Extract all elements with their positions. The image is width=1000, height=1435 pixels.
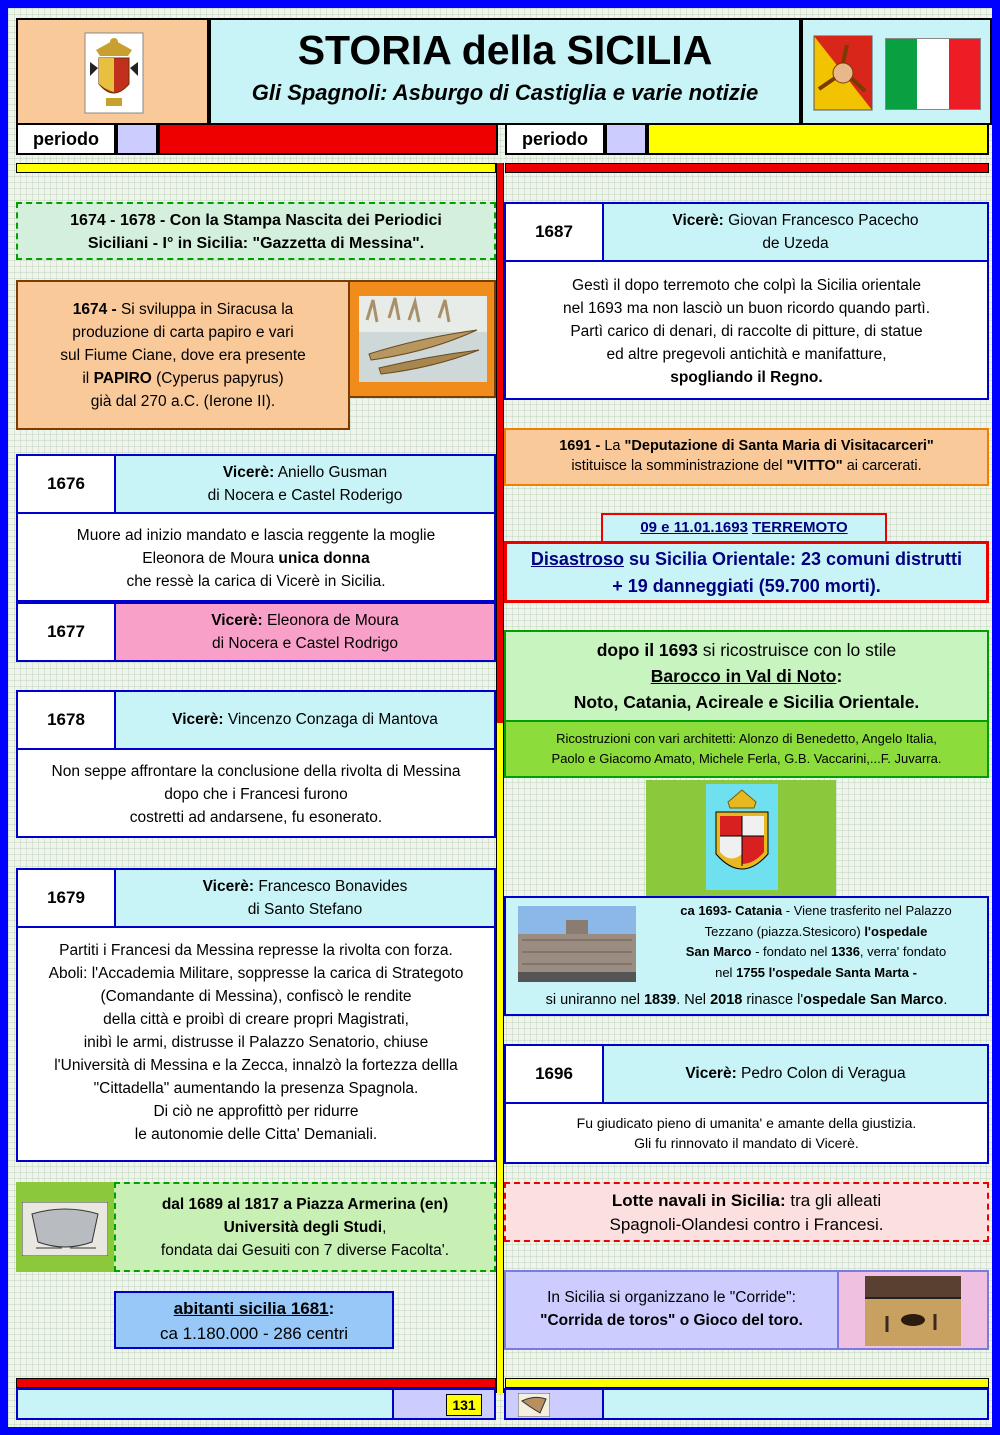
stampa-line1: 1674 - 1678 - Con la Stampa Nascita dei Periodici [70, 212, 442, 229]
barocco-l1 [506, 637, 987, 663]
catania-l3d: , verra' fondato [859, 944, 947, 959]
vicere-1676-desc [16, 512, 496, 602]
vicere-1679-name2: di Santo Stefano [247, 901, 363, 918]
v1679-d1: Partiti i Francesi da Messina represse la rivolta con forza. [59, 942, 453, 959]
v1676-d1: Muore ad inizio mandato e lascia reggente la moglie [76, 527, 436, 544]
top-bar-left [16, 163, 496, 173]
v1687-d3: Partì carico di denari, di raccolte di pitture, di statue [570, 323, 923, 340]
v1687-d5: spogliando il Regno. [670, 369, 823, 386]
vicere-1679-line1 [116, 875, 494, 898]
papiro-year: 1674 - [72, 301, 117, 318]
v1676-d2 [18, 547, 494, 570]
catania-l5g: . [943, 992, 948, 1008]
catania-l5a: si uniranno nel [545, 992, 644, 1008]
v1676-d2b: unica donna [278, 550, 370, 567]
barocco-l3: Noto, Catania, Acireale e Sicilia Orientale. [573, 692, 920, 712]
v1696-d2: Gli fu rinnovato il mandato di Vicerè. [634, 1135, 859, 1151]
catania-l4b: 1755 l'ospedale Santa Marta - [736, 964, 917, 980]
terremoto-l2: + 19 danneggiati (59.700 morti). [612, 576, 881, 596]
periodo-left-spacer [116, 123, 158, 155]
vicere-1687-name1: Giovan Francesco Pacecho [723, 212, 919, 229]
piazza-l1: dal 1689 al 1817 a Piazza Armerina (en) [161, 1196, 449, 1213]
palazzo-tezzano-image [518, 906, 636, 982]
footer-left-cell [16, 1388, 394, 1420]
v1679-d7: "Cittadella" aumentando la presenza Spagnola. [93, 1080, 419, 1097]
abitanti-l2: ca 1.180.000 - 286 centri [159, 1324, 349, 1343]
v1676-d2a: Eleonora de Moura [142, 550, 279, 567]
vicere-1687-line1 [604, 209, 987, 232]
v1687-d2: nel 1693 ma non lasciò un buon ricordo quando partì. [562, 300, 931, 317]
piazza-box [114, 1182, 496, 1272]
barocco-l1a: dopo il 1693 [596, 640, 698, 660]
papiro-image-frame [345, 280, 496, 398]
vicere-1678-desc [16, 748, 496, 838]
header-left-panel [16, 18, 209, 125]
papiro-l4b: PAPIRO [93, 370, 152, 387]
corride-box [504, 1270, 839, 1350]
barocco-l2a: Barocco in Val di Noto [650, 666, 837, 686]
v1679-d4: della città e proibì di creare propri Magistrati, [103, 1011, 409, 1028]
sicily-flag-icon [813, 35, 873, 111]
year-1676: 1676 [16, 454, 116, 514]
terremoto-tag [601, 513, 887, 543]
v1679-d8: Di ciò ne approfittò per ridurre [153, 1103, 359, 1120]
catania-l3a: San Marco [685, 944, 752, 959]
footer-right-cell [602, 1388, 989, 1420]
v1679-d3: (Comandante di Messina), confiscò le rendite [100, 988, 412, 1005]
divider-red [496, 163, 504, 723]
vicere-1687-desc [504, 260, 989, 400]
vicere-1678-box [114, 690, 496, 750]
barocco-l1b: si ricostruisce con lo stile [697, 640, 897, 660]
catania-l1b: - Viene trasferito nel Palazzo [782, 903, 952, 918]
abitanti-l1 [116, 1296, 392, 1321]
vicere-1687-box [602, 202, 989, 262]
abitanti-colon: : [328, 1299, 335, 1318]
catania-l1 [646, 901, 986, 922]
spain-coat-of-arms-icon [706, 784, 778, 890]
coat-of-arms-icon [84, 32, 144, 114]
university-document-image [22, 1202, 108, 1256]
bottom-bar-right [505, 1378, 989, 1388]
architetti-l1: Ricostruzioni con vari architetti: Alonzo di Benedetto, Angelo Italia, [556, 731, 937, 746]
vicere-1679-name1: Francesco Bonavides [254, 878, 408, 895]
v1696-d1: Fu giudicato pieno di umanita' e amante della giustizia. [576, 1115, 917, 1131]
v1679-d2: Aboli: l'Accademia Militare, soppresse la carica di Strategoto [48, 965, 464, 982]
stampa-box [16, 202, 496, 260]
piazza-image-frame [16, 1182, 114, 1272]
terremoto-l1b: su Sicilia Orientale: 23 comuni distrutti [623, 549, 963, 569]
vicere-1687-name2: de Uzeda [762, 235, 829, 252]
year-1687: 1687 [504, 202, 604, 262]
papyrus-boat-image [359, 296, 487, 382]
catania-l3c: 1336 [831, 944, 860, 959]
catania-l5e: rinasce l' [742, 992, 804, 1008]
visita-l2b: "VITTO" [786, 458, 843, 474]
papiro-line4 [18, 367, 348, 390]
page-title: STORIA della SICILIA [297, 27, 713, 73]
abitanti-title: abitanti sicilia 1681 [173, 1299, 329, 1318]
italy-flag-icon [885, 38, 981, 110]
papiro-box [16, 280, 350, 430]
papiro-l2: produzione di carta papiro e vari [72, 324, 294, 341]
spain-arms-panel [646, 780, 836, 896]
v1687-d1: Gestì il dopo terremoto che colpì la Sicilia orientale [572, 277, 921, 294]
year-1677: 1677 [16, 602, 116, 662]
catania-l2 [646, 922, 986, 943]
vicere-1696-box [602, 1044, 989, 1104]
periodo-right-label: periodo [505, 123, 605, 155]
catania-l3 [646, 942, 986, 963]
v1678-d3: costretti ad andarsene, fu esonerato. [129, 809, 383, 826]
vicere-1679-box [114, 868, 496, 928]
year-1679: 1679 [16, 868, 116, 928]
vicere-1677-name1: Eleonora de Moura [262, 612, 399, 629]
corride-image-frame [837, 1270, 989, 1350]
year-1696: 1696 [504, 1044, 604, 1104]
lotte-l2: Spagnoli-Olandesi contro i Francesi. [609, 1215, 884, 1234]
v1678-d2: dopo che i Francesi furono [164, 786, 348, 803]
piazza-l2a: Università degli Studi [223, 1219, 383, 1236]
corride-l2a: "Corrida de toros" [540, 1312, 676, 1329]
papiro-l5: già dal 270 a.C. (Ierone II). [90, 393, 276, 410]
vicere-1677-name2: di Nocera e Castel Rodrigo [211, 635, 399, 652]
v1676-d3: che ressè la carica di Vicerè in Sicilia. [126, 573, 386, 590]
vicere-1677-line1 [116, 609, 494, 632]
lotte-box [504, 1182, 989, 1242]
catania-l4 [646, 963, 986, 984]
catania-l3b: - fondato nel [751, 944, 831, 959]
header-right-panel [801, 18, 992, 125]
terremoto-label: TERREMOTO [752, 519, 848, 536]
piazza-l2b: , [382, 1219, 387, 1236]
abitanti-box [114, 1291, 394, 1349]
catania-l5b: 1839 [643, 992, 677, 1008]
vicere-1676-label: Vicerè: [222, 464, 275, 481]
v1679-d6: l'Università di Messina e la Zecca, innalzò la fortezza dellla [54, 1057, 458, 1074]
architetti-box [504, 720, 989, 778]
visita-l1a: 1691 - [559, 438, 601, 454]
corride-l2b: o Gioco del toro. [675, 1312, 803, 1329]
catania-l5c: . Nel [676, 992, 711, 1008]
catania-l2a: Tezzano (piazza.Stesicoro) [704, 923, 865, 939]
page-frame [8, 8, 992, 1427]
terremoto-disastroso: Disastroso [530, 549, 624, 569]
vicere-1677-label: Vicerè: [211, 612, 263, 629]
terremoto-l1 [507, 546, 986, 573]
vicere-1678-label: Vicerè: [172, 711, 224, 728]
papiro-l4c: (Cyperus papyrus) [151, 370, 284, 387]
periodo-left-label: periodo [16, 123, 116, 155]
barocco-l2b: : [836, 666, 843, 686]
visita-l1 [506, 436, 987, 456]
vicere-1676-line1 [116, 461, 494, 484]
barocco-box [504, 630, 989, 722]
papiro-line1 [18, 298, 348, 321]
stampa-line2: Siciliani - I° in Sicilia: "Gazzetta di Messina". [87, 235, 425, 252]
page-number: 131 [446, 1394, 482, 1416]
lotte-l1b: tra gli alleati [785, 1191, 882, 1210]
visita-l2c: ai carcerati. [842, 458, 922, 474]
piazza-l3: fondata dai Gesuiti con 7 diverse Facolta'. [160, 1242, 450, 1259]
vicere-1678-name1: Vincenzo Conzaga di Mantova [223, 711, 438, 728]
header-title-panel [209, 18, 801, 125]
terremoto-date: 09 e 11.01.1693 [640, 519, 748, 536]
vicere-1696-label: Vicerè: [685, 1065, 737, 1082]
piazza-l2 [116, 1216, 494, 1239]
sicily-map-icon [518, 1393, 550, 1417]
bottom-bar-left [16, 1378, 496, 1388]
visita-l1b: La [600, 438, 625, 454]
footer-icon-cell [504, 1388, 604, 1420]
papiro-l3: sul Fiume Ciane, dove era presente [60, 347, 306, 364]
periodo-right-spacer [605, 123, 647, 155]
visita-l2 [506, 456, 987, 476]
vicere-1696-name1: Pedro Colon di Veragua [736, 1065, 906, 1082]
page-subtitle: Gli Spagnoli: Asburgo di Castiglia e varie notizie [251, 80, 759, 105]
corride-l2 [506, 1309, 837, 1332]
terremoto-box [504, 541, 989, 603]
v1687-d4: ed altre pregevoli antichità e manifatture, [606, 346, 887, 363]
catania-l5d: 2018 [710, 992, 743, 1008]
vicere-1676-name1: Aniello Gusman [274, 464, 388, 481]
vicere-1687-label: Vicerè: [672, 212, 724, 229]
catania-l5 [506, 990, 987, 1010]
vicere-1677-box [114, 602, 496, 662]
periodo-right-bar [647, 123, 989, 155]
vicere-1696-desc [504, 1102, 989, 1164]
vicere-1676-box [114, 454, 496, 514]
lotte-l1a: Lotte navali in Sicilia: [611, 1191, 786, 1210]
v1678-d1: Non seppe affrontare la conclusione della rivolta di Messina [51, 763, 461, 780]
v1679-d5: inibì le armi, distrusse il Palazzo Senatorio, chiuse [83, 1034, 429, 1051]
visita-l2a: istituisce la somministrazione del [571, 458, 787, 474]
vicere-1679-label: Vicerè: [202, 878, 255, 895]
divider-yellow [496, 723, 504, 1393]
lotte-l1 [506, 1189, 987, 1213]
catania-l2b: l'ospedale [864, 923, 928, 939]
visita-l1c: "Deputazione di Santa Maria di Visitacarceri" [624, 438, 934, 454]
catania-l1a: ca 1693- Catania [680, 903, 783, 918]
corride-l1: In Sicilia si organizzano le "Corride": [547, 1289, 796, 1306]
top-bar-right [505, 163, 989, 173]
catania-box [504, 896, 989, 1016]
catania-l4a: nel [715, 964, 737, 980]
footer-page-cell [392, 1388, 496, 1420]
architetti-l2: Paolo e Giacomo Amato, Michele Ferla, G.B. Vaccarini,...F. Juvarra. [551, 751, 942, 766]
visitacarceri-box [504, 428, 989, 486]
catania-l5f: ospedale San Marco [803, 992, 944, 1008]
papiro-l1: Si sviluppa in Siracusa la [116, 301, 294, 318]
year-1678: 1678 [16, 690, 116, 750]
periodo-left-bar [158, 123, 498, 155]
barocco-l2 [506, 663, 987, 689]
papiro-l4a: il [82, 370, 94, 387]
v1679-d9: le autonomie delle Citta' Demaniali. [134, 1126, 378, 1143]
bullfight-image [865, 1276, 961, 1346]
vicere-1679-desc [16, 926, 496, 1162]
catania-text [646, 901, 986, 983]
vicere-1676-name2: di Nocera e Castel Roderigo [207, 487, 403, 504]
